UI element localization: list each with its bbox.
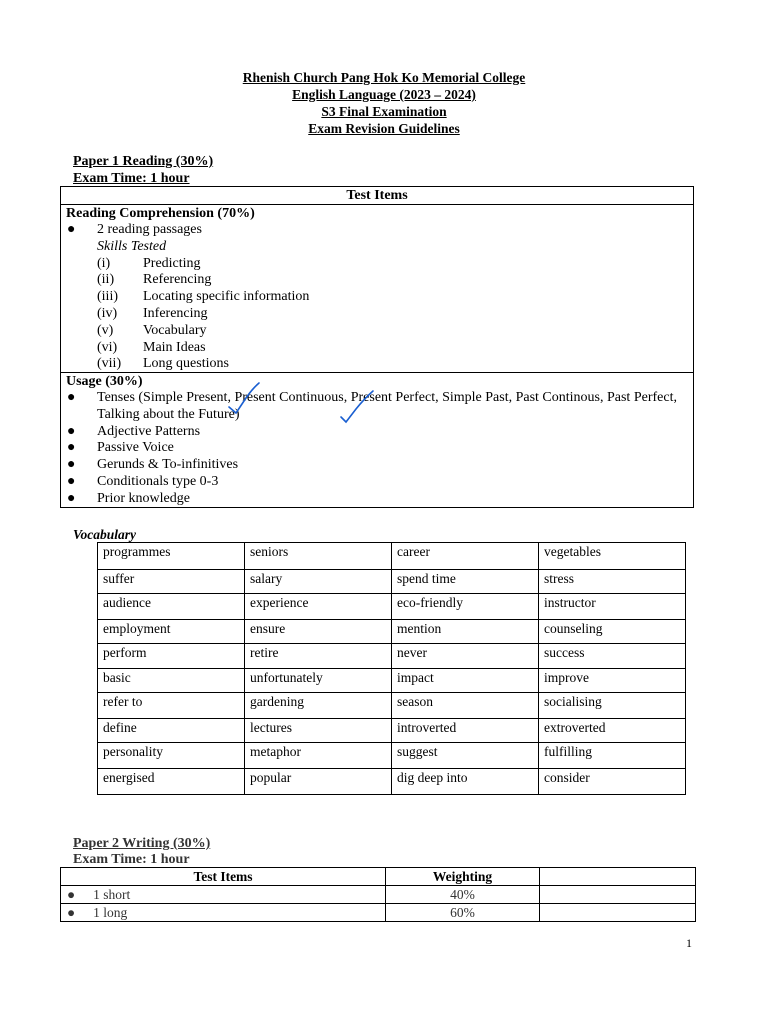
vocab-word: success — [539, 644, 686, 669]
usage-text: Tenses (Simple Present, Present Continuous, Present Perfect, Simple Past, Past Continous, Past Perfect, Talking about the Future) — [97, 390, 677, 422]
paper2-item — [61, 886, 386, 904]
vocab-word: suggest — [392, 743, 539, 769]
vocab-word: define — [98, 719, 245, 743]
vocab-row — [98, 543, 686, 570]
vocab-word: suffer — [98, 570, 245, 594]
vocab-word: seniors — [245, 543, 392, 570]
skill-text: Long questions — [143, 356, 229, 372]
vocab-word: popular — [245, 769, 392, 795]
vocab-word: spend time — [392, 570, 539, 594]
page-number: 1 — [686, 936, 692, 950]
skill-text: Main Ideas — [143, 339, 206, 355]
vocab-word: extroverted — [539, 719, 686, 743]
skill-number: (v) — [97, 322, 114, 338]
bullet-icon: ● — [67, 440, 76, 456]
vocab-word: lectures — [245, 719, 392, 743]
bullet-icon: ● — [67, 423, 76, 439]
paper2-col-blank — [540, 868, 696, 886]
vocab-word: unfortunately — [245, 669, 392, 693]
vocab-word: eco-friendly — [392, 594, 539, 620]
vocab-row — [98, 769, 686, 795]
vocab-word: consider — [539, 769, 686, 795]
vocab-word: introverted — [392, 719, 539, 743]
vocab-row — [98, 693, 686, 719]
paper2-weight: 40% — [386, 886, 540, 904]
skill-number: (iv) — [97, 305, 118, 321]
paper2-table — [60, 867, 696, 922]
vocab-word: programmes — [98, 543, 245, 570]
bullet-icon: ● — [67, 457, 76, 473]
tick-mark-1 — [229, 383, 259, 413]
vocab-row — [98, 620, 686, 644]
vocabulary-title: Vocabulary — [73, 527, 137, 542]
paper2-title: Paper 2 Writing (30%) — [73, 836, 211, 851]
vocab-word: dig deep into — [392, 769, 539, 795]
guidelines-title: Exam Revision Guidelines — [308, 121, 460, 136]
vocab-row — [98, 743, 686, 769]
paper1-time: Exam Time: 1 hour — [73, 171, 190, 186]
bullet-icon: ● — [67, 390, 76, 405]
vocab-word: improve — [539, 669, 686, 693]
paper2-col-weighting: Weighting — [386, 868, 540, 886]
vocab-word: metaphor — [245, 743, 392, 769]
skill-number: (ii) — [97, 272, 115, 288]
vocab-word: gardening — [245, 693, 392, 719]
vocab-word: basic — [98, 669, 245, 693]
usage-text: Passive Voice — [97, 440, 174, 456]
vocab-word: instructor — [539, 594, 686, 620]
vocab-row — [98, 594, 686, 620]
skill-text: Inferencing — [143, 305, 208, 321]
usage-text: Gerunds & To-infinitives — [97, 457, 239, 473]
skill-text: Vocabulary — [143, 322, 207, 338]
usage-title: Usage (30%) — [66, 374, 143, 389]
vocab-word: experience — [245, 594, 392, 620]
skill-number: (iii) — [97, 289, 118, 305]
vocab-row — [98, 719, 686, 743]
bullet-icon: ● — [67, 222, 76, 237]
vocab-word: fulfilling — [539, 743, 686, 769]
vocab-word: ensure — [245, 620, 392, 644]
vocab-word: employment — [98, 620, 245, 644]
paper2-item-text: 1 long — [93, 904, 128, 920]
vocab-word: refer to — [98, 693, 245, 719]
skill-number: (vi) — [97, 339, 118, 355]
vocabulary-table — [97, 542, 686, 795]
vocab-row — [98, 669, 686, 693]
vocab-word: retire — [245, 644, 392, 669]
bullet-icon: ● — [67, 904, 76, 920]
test-items-header: Test Items — [61, 187, 693, 205]
paper2-item — [61, 904, 386, 922]
skill-number: (i) — [97, 255, 111, 271]
usage-text: Conditionals type 0-3 — [97, 473, 219, 489]
table-row — [61, 886, 696, 904]
tick-mark-2 — [341, 391, 373, 422]
skill-text: Predicting — [143, 255, 201, 271]
vocab-word: never — [392, 644, 539, 669]
exam-title: S3 Final Examination — [321, 104, 447, 119]
vocab-word: vegetables — [539, 543, 686, 570]
vocab-word: perform — [98, 644, 245, 669]
paper2-blank — [540, 904, 696, 922]
paper2-time: Exam Time: 1 hour — [73, 852, 190, 867]
paper2-col-test-items: Test Items — [61, 868, 386, 886]
bullet-icon: ● — [67, 886, 76, 902]
vocab-word: salary — [245, 570, 392, 594]
vocab-row — [98, 570, 686, 594]
paper2-blank — [540, 886, 696, 904]
paper2-weight: 60% — [386, 904, 540, 922]
school-name: Rhenish Church Pang Hok Ko Memorial College — [242, 70, 526, 85]
list-item: ● 2 reading passages — [67, 222, 202, 237]
bullet-icon: ● — [67, 490, 76, 506]
vocab-word: energised — [98, 769, 245, 795]
skill-number: (vii) — [97, 356, 122, 372]
skills-label: Skills Tested — [97, 238, 167, 254]
vocab-word: mention — [392, 620, 539, 644]
vocab-word: season — [392, 693, 539, 719]
vocab-word: personality — [98, 743, 245, 769]
usage-text: Adjective Patterns — [97, 423, 201, 439]
vocab-word: audience — [98, 594, 245, 620]
skill-text: Locating specific information — [143, 289, 310, 305]
bullet-icon: ● — [67, 473, 76, 489]
vocab-word: socialising — [539, 693, 686, 719]
vocab-word: stress — [539, 570, 686, 594]
vocab-word: counseling — [539, 620, 686, 644]
skill-text: Referencing — [143, 272, 212, 288]
table-row — [61, 904, 696, 922]
subject-title: English Language (2023 – 2024) — [292, 87, 476, 102]
vocab-word: career — [392, 543, 539, 570]
vocab-word: impact — [392, 669, 539, 693]
paper1-title: Paper 1 Reading (30%) — [73, 154, 214, 169]
paper2-item-text: 1 short — [93, 886, 131, 902]
usage-text: Prior knowledge — [97, 490, 190, 506]
vocab-row — [98, 644, 686, 669]
reading-title: Reading Comprehension (70%) — [66, 206, 255, 221]
